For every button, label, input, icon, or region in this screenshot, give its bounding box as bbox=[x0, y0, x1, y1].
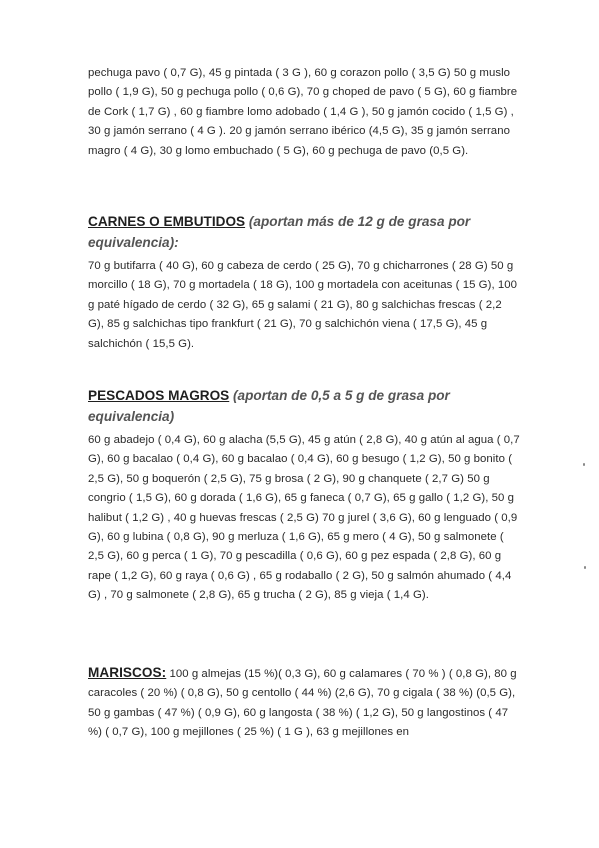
heading-pescados bbox=[88, 385, 520, 427]
paragraph-carnes: 70 g butifarra ( 40 G), 60 g cabeza de cerdo ( 25 G), 70 g chicharrones ( 28 G) 50 g morcillo ( 18 G), 70 g mortadela ( 18 G), 100 g mortadela con aceitunas ( 15 G), 100 g paté hígado de cerdo ( 32 G), 65 g salami ( 21 G), 80 g salchichas frescas ( 2,2 G), 85 g salchichas tipo frankfurt ( 21 G), 70 g salchichón viena ( 17,5 G), 45 g salchichón ( 15,5 G). bbox=[88, 260, 518, 350]
section-aves-fiambres bbox=[88, 64, 520, 161]
scan-speck bbox=[583, 463, 585, 466]
heading-pescados-title: PESCADOS MAGROS bbox=[88, 388, 230, 403]
heading-carnes-subtitle: (aportan más de 12 g de grasa por equivalencia): bbox=[88, 214, 471, 250]
mariscos-text: 100 g almejas (15 %)( 0,3 G), 60 g calamares ( 70 % ) ( 0,8 G), 80 g caracoles ( 20 %) ( 0,8 G), 50 g centollo ( 44 %) (2,6 G), 70 g cigala ( 38 %) (0,5 G), 50 g gambas ( 47 %) ( 0,9 G), 60 g langosta ( 38 %) ( 1,2 G), 50 g langostinos ( 47 %) ( 0,7 G), 100 g mejillones ( 25 %) ( 1 G ), 63 g mejillones en bbox=[88, 668, 517, 739]
heading-carnes bbox=[88, 211, 520, 253]
paragraph-mariscos bbox=[88, 663, 520, 743]
heading-pescados-subtitle: (aportan de 0,5 a 5 g de grasa por equivalencia) bbox=[88, 388, 450, 424]
section-mariscos bbox=[88, 663, 520, 743]
section-pescados-magros bbox=[88, 385, 520, 606]
paragraph-pescados: 60 g abadejo ( 0,4 G), 60 g alacha (5,5 G), 45 g atún ( 2,8 G), 40 g atún al agua ( 0,7 G), 60 g bacalao ( 0,4 G), 60 g bacalao ( 0,4 G), 60 g besugo ( 1,2 G), 50 g bonito ( 2,5 G), 50 g boquerón ( 2,5 G), 75 g brosa ( 2 G), 90 g chanquete ( 2,7 G) 50 g congrio ( 1,5 G), 60 g dorada ( 1,6 G), 65 g faneca ( 0,7 G), 65 g gallo ( 1,2 G), 50 g halibut ( 1,2 G) , 40 g huevas frescas ( 2,5 G) 70 g jurel ( 3,6 G), 60 g lenguado ( 0,9 G), 60 g lubina ( 0,8 G), 90 g merluza ( 1,6 G), 65 g mero ( 4 G), 50 g salmonete ( 2,5 G), 60 g perca ( 1 G), 70 g pescadilla ( 0,6 G), 60 g pez espada ( 2,8 G), 60 g rape ( 1,2 G), 60 g raya ( 0,6 G) , 65 g rodaballo ( 2 G), 50 g salmón ahumado ( 4,4 G) , 70 g salmonete ( 2,8 G), 65 g trucha ( 2 G), 85 g vieja ( 1,4 G). bbox=[88, 434, 520, 602]
paragraph-aves-fiambres: pechuga pavo ( 0,7 G), 45 g pintada ( 3 G ), 60 g corazon pollo ( 3,5 G) 50 g muslo pollo ( 1,9 G), 50 g pechuga pollo ( 0,6 G), 70 g choped de pavo ( 5 G), 60 g fiambre de Cork ( 1,7 G) , 60 g fiambre lomo adobado ( 1,4 G ), 50 g jamón cocido ( 1,5 G) , 30 g jamón serrano ( 4 G ). 20 g jamón serrano ibérico (4,5 G), 35 g jamón serrano magro ( 4 G), 30 g lomo embuchado ( 5 G), 60 g pechuga de pavo (0,5 G). bbox=[88, 67, 518, 157]
section-carnes-embutidos bbox=[88, 211, 520, 354]
heading-mariscos-title: MARISCOS: bbox=[88, 665, 167, 680]
heading-carnes-title: CARNES O EMBUTIDOS bbox=[88, 214, 246, 229]
scan-speck bbox=[584, 566, 586, 569]
